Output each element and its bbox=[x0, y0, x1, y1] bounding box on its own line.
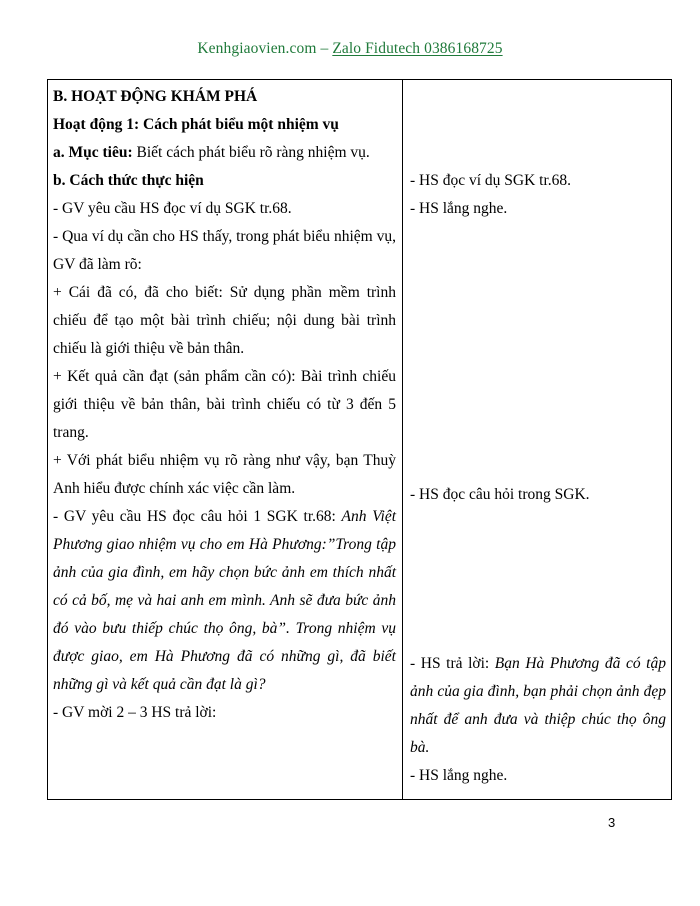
student-read-example: - HS đọc ví dụ SGK tr.68. bbox=[410, 172, 572, 189]
method-label: b. Cách thức thực hiện bbox=[53, 172, 204, 189]
step-explain: - Qua ví dụ cần cho HS thấy, trong phát biểu nhiệm vụ, GV đã làm rõ: bbox=[53, 228, 396, 273]
goal-line bbox=[53, 139, 396, 167]
student-listen-2: - HS lắng nghe. bbox=[410, 767, 508, 784]
question-text: Anh Việt Phương giao nhiệm vụ cho em Hà Phương:”Trong tập ảnh của gia đình, em hãy chọn bức ảnh em thích nhất có cả bố, mẹ và hai anh em mình. Anh sẽ đưa bức ảnh đó vào bưu thiếp chúc thọ ông, bà”. Trong nhiệm vụ được giao, em Hà Phương đã có những gì, đã biết những gì và kết quả cần đạt là gì? bbox=[53, 508, 397, 693]
student-listen-1: - HS lắng nghe. bbox=[410, 200, 508, 217]
page-header bbox=[0, 40, 700, 58]
goal-label: a. Mục tiêu: bbox=[53, 144, 133, 161]
point-result: + Kết quả cần đạt (sản phẩm cần có): Bài trình chiếu giới thiệu về bản thân, bài trình chiếu có từ 3 đến 5 trang. bbox=[53, 368, 396, 441]
student-read-question: - HS đọc câu hỏi trong SGK. bbox=[410, 486, 590, 503]
site-name: Kenhgiaovien.com bbox=[197, 40, 317, 57]
answer-text: Bạn Hà Phương đã có tập ảnh của gia đình, bạn phải chọn ảnh đẹp nhất để anh đưa và thiệp chúc thọ ông bà. bbox=[410, 655, 666, 756]
point-clear-task: + Với phát biểu nhiệm vụ rõ ràng như vậy, bạn Thuỳ Anh hiểu được chính xác việc cần làm. bbox=[53, 452, 396, 497]
step-read-example: - GV yêu cầu HS đọc ví dụ SGK tr.68. bbox=[53, 200, 292, 217]
header-separator: – bbox=[316, 40, 333, 57]
answer-intro: - HS trả lời: bbox=[410, 655, 495, 672]
activity-title: Hoạt động 1: Cách phát biểu một nhiệm vụ bbox=[53, 116, 339, 133]
step-invite-answer: - GV mời 2 – 3 HS trả lời: bbox=[53, 704, 217, 721]
point-given: + Cái đã có, đã cho biết: Sử dụng phần mềm trình chiếu để tạo một bài trình chiếu; nội dung bài trình chiếu là giới thiệu về bản thân. bbox=[53, 284, 396, 357]
question-intro: - GV yêu cầu HS đọc câu hỏi 1 SGK tr.68: bbox=[53, 508, 342, 525]
contact-link[interactable]: Zalo Fidutech 0386168725 bbox=[332, 40, 503, 57]
goal-text: Biết cách phát biểu rõ ràng nhiệm vụ. bbox=[132, 144, 370, 161]
teacher-activity-column bbox=[48, 80, 403, 799]
lesson-table bbox=[47, 79, 672, 800]
section-title: B. HOẠT ĐỘNG KHÁM PHÁ bbox=[53, 88, 258, 105]
page-number: 3 bbox=[608, 815, 616, 830]
student-answer bbox=[410, 650, 666, 762]
student-activity-column bbox=[403, 80, 671, 799]
step-question bbox=[53, 503, 396, 699]
